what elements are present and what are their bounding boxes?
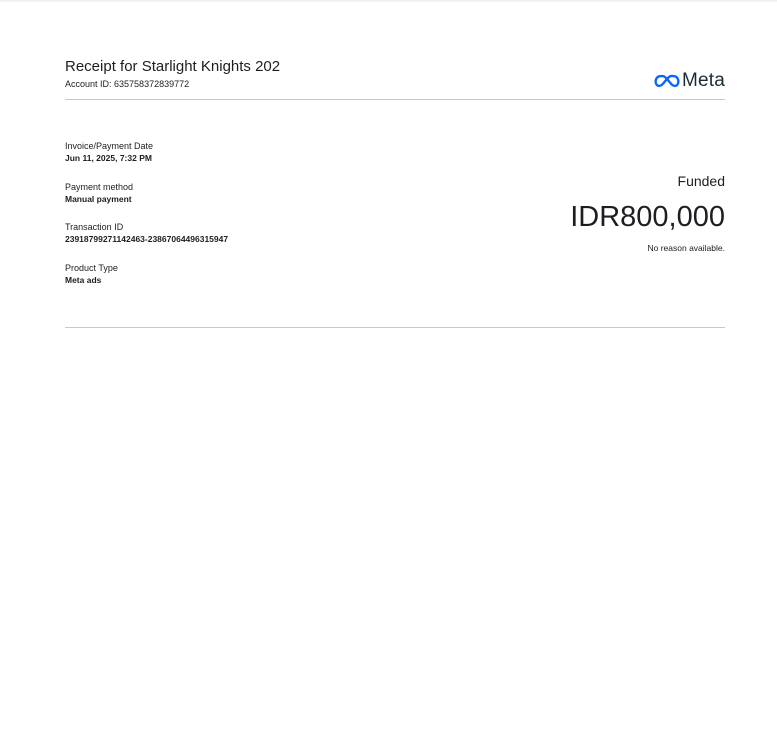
- detail-value: Meta ads: [65, 274, 102, 285]
- payment-summary: [570, 172, 725, 254]
- account-id-line: [65, 78, 189, 90]
- detail-invoice-date: [65, 140, 365, 181]
- detail-value: 23918799271142463-23867064496315947: [65, 234, 229, 244]
- payment-amount: IDR800,000: [570, 201, 725, 233]
- page-top-edge: [0, 0, 777, 3]
- detail-value: Manual payment: [65, 193, 132, 204]
- detail-product-type: [65, 262, 365, 303]
- meta-infinity-icon: [654, 74, 680, 88]
- detail-transaction-id: [65, 221, 365, 262]
- meta-logo: [654, 70, 725, 92]
- receipt-title: Receipt for Starlight Knights 202: [65, 58, 281, 75]
- detail-value: Jun 11, 2025, 7:32 PM: [65, 153, 152, 163]
- meta-logo-text: Meta: [681, 70, 725, 91]
- payment-reason: No reason available.: [647, 243, 725, 253]
- detail-label: Payment method: [65, 181, 134, 192]
- detail-label: Invoice/Payment Date: [65, 141, 154, 151]
- payment-status: Funded: [677, 173, 725, 189]
- account-id-value: 635758372839772: [114, 79, 190, 89]
- account-id-label: Account ID:: [65, 79, 115, 89]
- detail-payment-method: [65, 181, 365, 222]
- receipt-header: [65, 57, 725, 100]
- bottom-divider: [65, 327, 725, 328]
- detail-label: Product Type: [65, 262, 118, 273]
- detail-label: Transaction ID: [65, 222, 124, 232]
- receipt-details: [65, 140, 365, 302]
